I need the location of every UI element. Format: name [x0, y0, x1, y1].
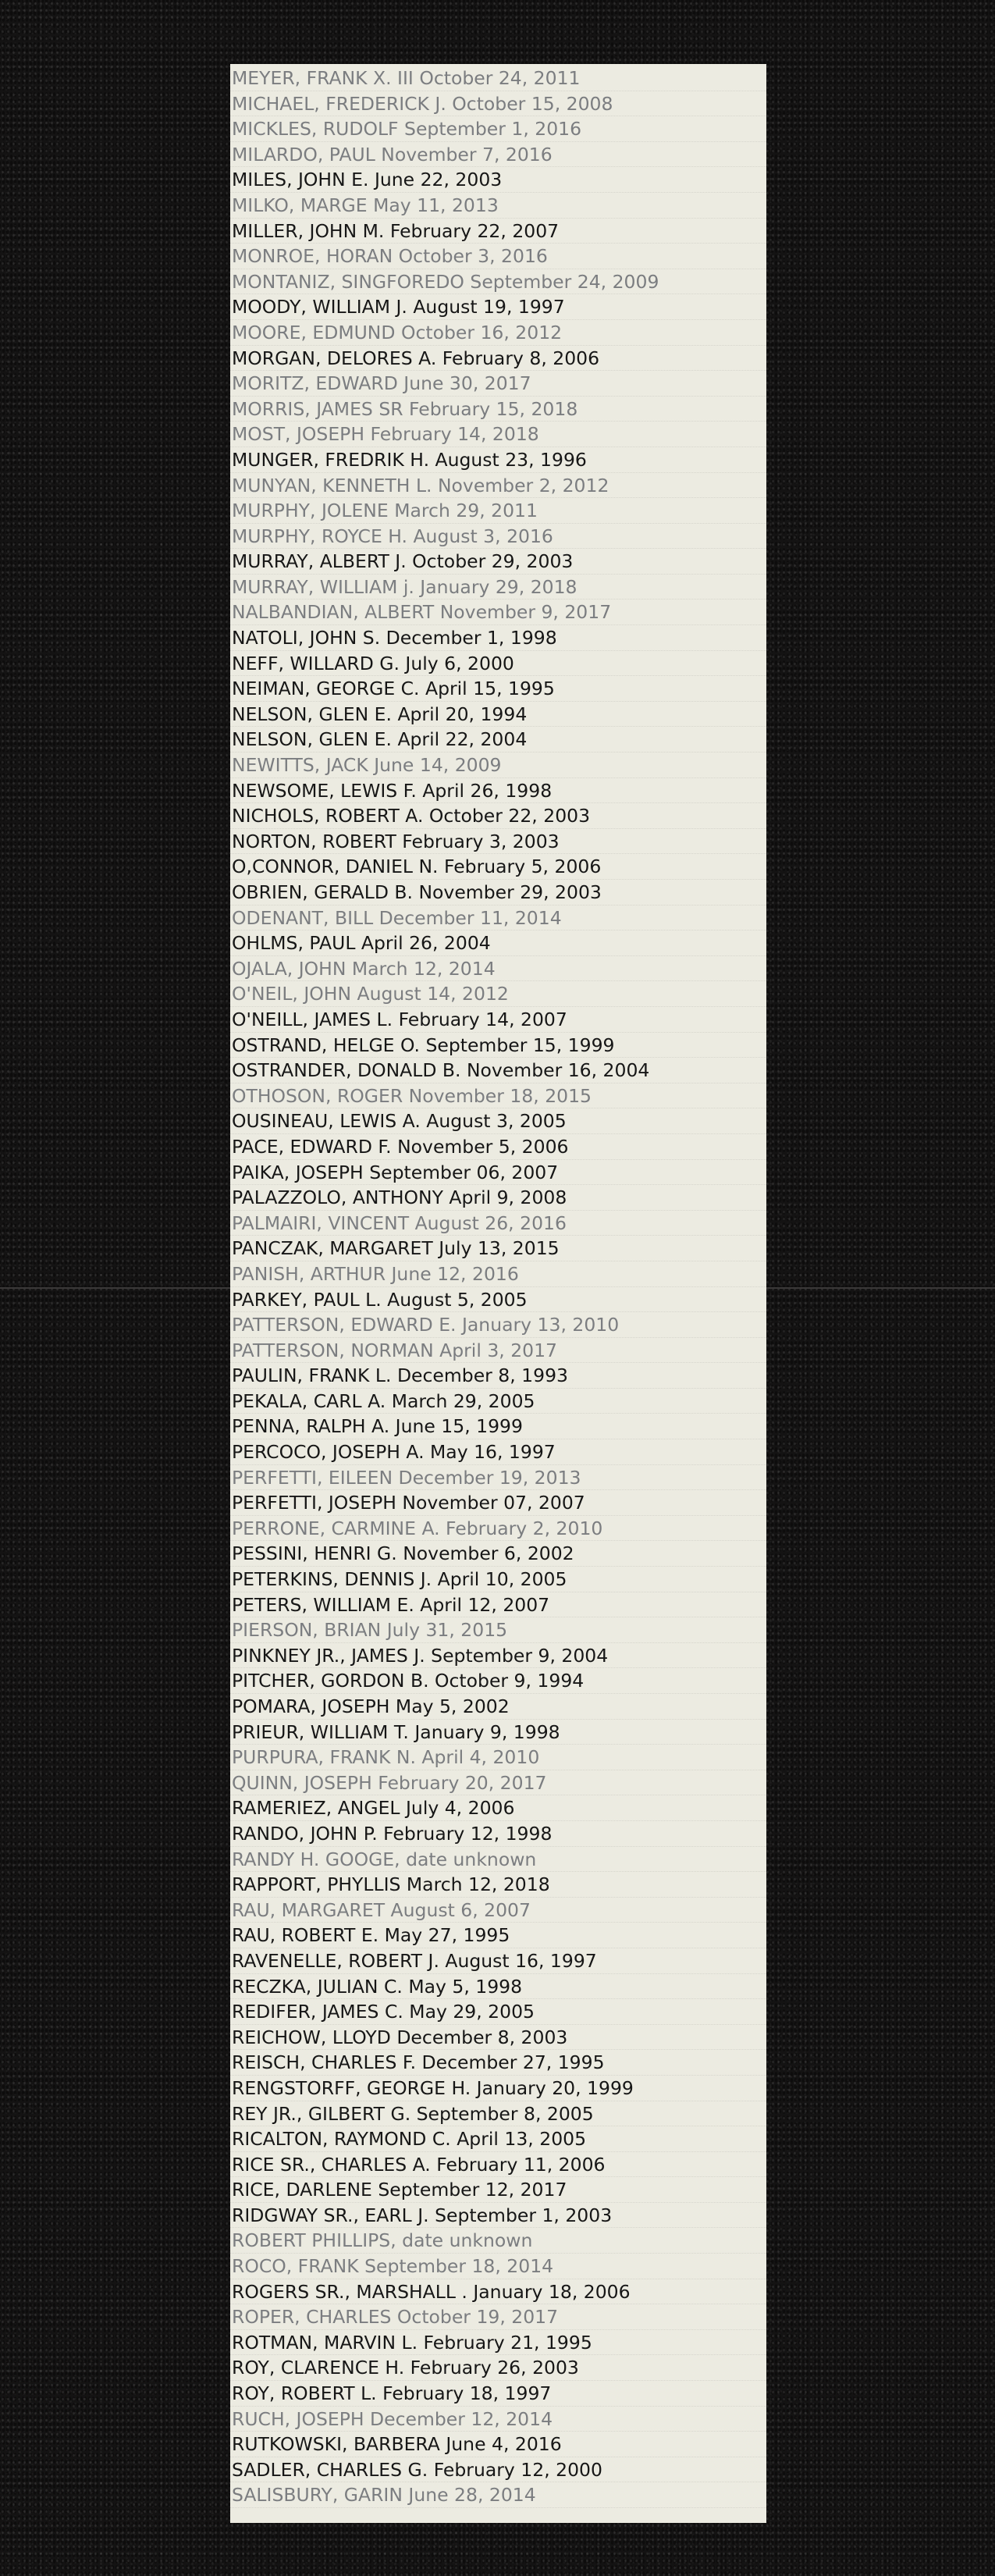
- name-entry: PENNA, RALPH A. June 15, 1999: [230, 1414, 766, 1439]
- name-entry: MUNYAN, KENNETH L. November 2, 2012: [230, 473, 766, 499]
- name-entry: MORITZ, EDWARD June 30, 2017: [230, 371, 766, 397]
- name-entry: ROGERS SR., MARSHALL . January 18, 2006: [230, 2279, 766, 2305]
- name-entry: OBRIEN, GERALD B. November 29, 2003: [230, 880, 766, 906]
- name-entry: RECZKA, JULIAN C. May 5, 1998: [230, 1974, 766, 2000]
- name-entry: PATTERSON, NORMAN April 3, 2017: [230, 1338, 766, 1364]
- name-entry: OTHOSON, ROGER November 18, 2015: [230, 1083, 766, 1109]
- name-entry: NATOLI, JOHN S. December 1, 1998: [230, 625, 766, 651]
- name-entry: NEFF, WILLARD G. July 6, 2000: [230, 651, 766, 677]
- name-entry: ROY, CLARENCE H. February 26, 2003: [230, 2355, 766, 2381]
- name-entry: ROBERT PHILLIPS, date unknown: [230, 2228, 766, 2254]
- name-entry: PERCOCO, JOSEPH A. May 16, 1997: [230, 1439, 766, 1465]
- name-entry: RANDY H. GOOGE, date unknown: [230, 1847, 766, 1873]
- name-entry: MILES, JOHN E. June 22, 2003: [230, 167, 766, 193]
- name-entry: POMARA, JOSEPH May 5, 2002: [230, 1694, 766, 1720]
- name-entry: PANCZAK, MARGARET July 13, 2015: [230, 1236, 766, 1261]
- name-entry: PAIKA, JOSEPH September 06, 2007: [230, 1160, 766, 1186]
- name-entry: NELSON, GLEN E. April 22, 2004: [230, 727, 766, 753]
- name-entry: NEWSOME, LEWIS F. April 26, 1998: [230, 778, 766, 804]
- name-entry: RIDGWAY SR., EARL J. September 1, 2003: [230, 2203, 766, 2229]
- name-entry: NEWITTS, JACK June 14, 2009: [230, 753, 766, 778]
- name-entry: ODENANT, BILL December 11, 2014: [230, 906, 766, 931]
- name-entry: NORTON, ROBERT February 3, 2003: [230, 829, 766, 855]
- name-entry: MUNGER, FREDRIK H. August 23, 1996: [230, 447, 766, 473]
- name-entry: PRIEUR, WILLIAM T. January 9, 1998: [230, 1720, 766, 1745]
- name-entry: ROPER, CHARLES October 19, 2017: [230, 2304, 766, 2330]
- name-entry: ROY, ROBERT L. February 18, 1997: [230, 2381, 766, 2407]
- name-entry: OSTRANDER, DONALD B. November 16, 2004: [230, 1058, 766, 1083]
- name-entry: RICE, DARLENE September 12, 2017: [230, 2177, 766, 2203]
- name-entry: RENGSTORFF, GEORGE H. January 20, 1999: [230, 2076, 766, 2101]
- name-entry: RANDO, JOHN P. February 12, 1998: [230, 1821, 766, 1847]
- name-entry: REISCH, CHARLES F. December 27, 1995: [230, 2050, 766, 2076]
- name-entry: PACE, EDWARD F. November 5, 2006: [230, 1134, 766, 1160]
- name-entry: MORRIS, JAMES SR February 15, 2018: [230, 397, 766, 422]
- name-entry: QUINN, JOSEPH February 20, 2017: [230, 1770, 766, 1796]
- name-entry: PANISH, ARTHUR June 12, 2016: [230, 1261, 766, 1287]
- name-entry: PURPURA, FRANK N. April 4, 2010: [230, 1745, 766, 1770]
- name-entry: NEIMAN, GEORGE C. April 15, 1995: [230, 676, 766, 702]
- name-entry: RAU, ROBERT E. May 27, 1995: [230, 1923, 766, 1948]
- name-entry: RICE SR., CHARLES A. February 11, 2006: [230, 2152, 766, 2178]
- name-entry: MOORE, EDMUND October 16, 2012: [230, 320, 766, 346]
- name-entry: MONTANIZ, SINGFOREDO September 24, 2009: [230, 269, 766, 295]
- name-entry: PETERKINS, DENNIS J. April 10, 2005: [230, 1567, 766, 1592]
- name-entry: REICHOW, LLOYD December 8, 2003: [230, 2025, 766, 2051]
- name-entry: MEYER, FRANK X. III October 24, 2011: [230, 66, 766, 91]
- name-entry: PERFETTI, JOSEPH November 07, 2007: [230, 1490, 766, 1516]
- name-entry: MURPHY, ROYCE H. August 3, 2016: [230, 524, 766, 550]
- name-entry: RUTKOWSKI, BARBERA June 4, 2016: [230, 2432, 766, 2457]
- name-entry: PALMAIRI, VINCENT August 26, 2016: [230, 1211, 766, 1236]
- name-entry: RAU, MARGARET August 6, 2007: [230, 1898, 766, 1923]
- name-entry: MURRAY, ALBERT J. October 29, 2003: [230, 549, 766, 575]
- name-entry: MILKO, MARGE May 11, 2013: [230, 193, 766, 219]
- name-entry: PITCHER, GORDON B. October 9, 1994: [230, 1668, 766, 1694]
- name-entry: MICHAEL, FREDERICK J. October 15, 2008: [230, 91, 766, 117]
- name-entry: SADLER, CHARLES G. February 12, 2000: [230, 2457, 766, 2483]
- name-entry: OJALA, JOHN March 12, 2014: [230, 956, 766, 982]
- name-entry: PAULIN, FRANK L. December 8, 1993: [230, 1363, 766, 1389]
- name-entry: PIERSON, BRIAN July 31, 2015: [230, 1617, 766, 1643]
- name-entry: SALISBURY, GARIN June 28, 2014: [230, 2482, 766, 2508]
- name-entry: PERFETTI, EILEEN December 19, 2013: [230, 1465, 766, 1491]
- name-entry: O'NEILL, JAMES L. February 14, 2007: [230, 1007, 766, 1033]
- name-entry: PALAZZOLO, ANTHONY April 9, 2008: [230, 1185, 766, 1211]
- name-entry: REDIFER, JAMES C. May 29, 2005: [230, 1999, 766, 2025]
- name-entry: MONROE, HORAN October 3, 2016: [230, 244, 766, 269]
- name-entry: RICALTON, RAYMOND C. April 13, 2005: [230, 2126, 766, 2152]
- name-entry: NICHOLS, ROBERT A. October 22, 2003: [230, 803, 766, 829]
- name-entry: MILLER, JOHN M. February 22, 2007: [230, 219, 766, 244]
- name-entry: PATTERSON, EDWARD E. January 13, 2010: [230, 1312, 766, 1338]
- name-entry: NALBANDIAN, ALBERT November 9, 2017: [230, 600, 766, 625]
- name-entry: NELSON, GLEN E. April 20, 1994: [230, 702, 766, 728]
- name-entry: OHLMS, PAUL April 26, 2004: [230, 930, 766, 956]
- name-entry: PESSINI, HENRI G. November 6, 2002: [230, 1541, 766, 1567]
- name-entry: RAVENELLE, ROBERT J. August 16, 1997: [230, 1948, 766, 1974]
- name-entry: MORGAN, DELORES A. February 8, 2006: [230, 346, 766, 372]
- name-entry: ROCO, FRANK September 18, 2014: [230, 2254, 766, 2279]
- name-entry: RUCH, JOSEPH December 12, 2014: [230, 2407, 766, 2432]
- name-entry: O'NEIL, JOHN August 14, 2012: [230, 981, 766, 1007]
- name-entry: MICKLES, RUDOLF September 1, 2016: [230, 116, 766, 142]
- name-entry: RAMERIEZ, ANGEL July 4, 2006: [230, 1795, 766, 1821]
- name-entry: OUSINEAU, LEWIS A. August 3, 2005: [230, 1108, 766, 1134]
- name-entry: PETERS, WILLIAM E. April 12, 2007: [230, 1592, 766, 1618]
- name-entry: PINKNEY JR., JAMES J. September 9, 2004: [230, 1643, 766, 1669]
- name-entry: REY JR., GILBERT G. September 8, 2005: [230, 2101, 766, 2127]
- name-entry: PERRONE, CARMINE A. February 2, 2010: [230, 1516, 766, 1542]
- name-entry: O,CONNOR, DANIEL N. February 5, 2006: [230, 854, 766, 880]
- name-list-panel: [230, 64, 766, 2523]
- name-entry: MURPHY, JOLENE March 29, 2011: [230, 498, 766, 524]
- name-entry: OSTRAND, HELGE O. September 15, 1999: [230, 1033, 766, 1059]
- name-entry: PEKALA, CARL A. March 29, 2005: [230, 1389, 766, 1414]
- name-entry: MILARDO, PAUL November 7, 2016: [230, 142, 766, 168]
- name-entry: ROTMAN, MARVIN L. February 21, 1995: [230, 2330, 766, 2356]
- name-entry: PARKEY, PAUL L. August 5, 2005: [230, 1287, 766, 1313]
- name-entry: MURRAY, WILLIAM j. January 29, 2018: [230, 575, 766, 600]
- name-entry: MOST, JOSEPH February 14, 2018: [230, 422, 766, 447]
- name-entry: RAPPORT, PHYLLIS March 12, 2018: [230, 1872, 766, 1898]
- name-entry: MOODY, WILLIAM J. August 19, 1997: [230, 294, 766, 320]
